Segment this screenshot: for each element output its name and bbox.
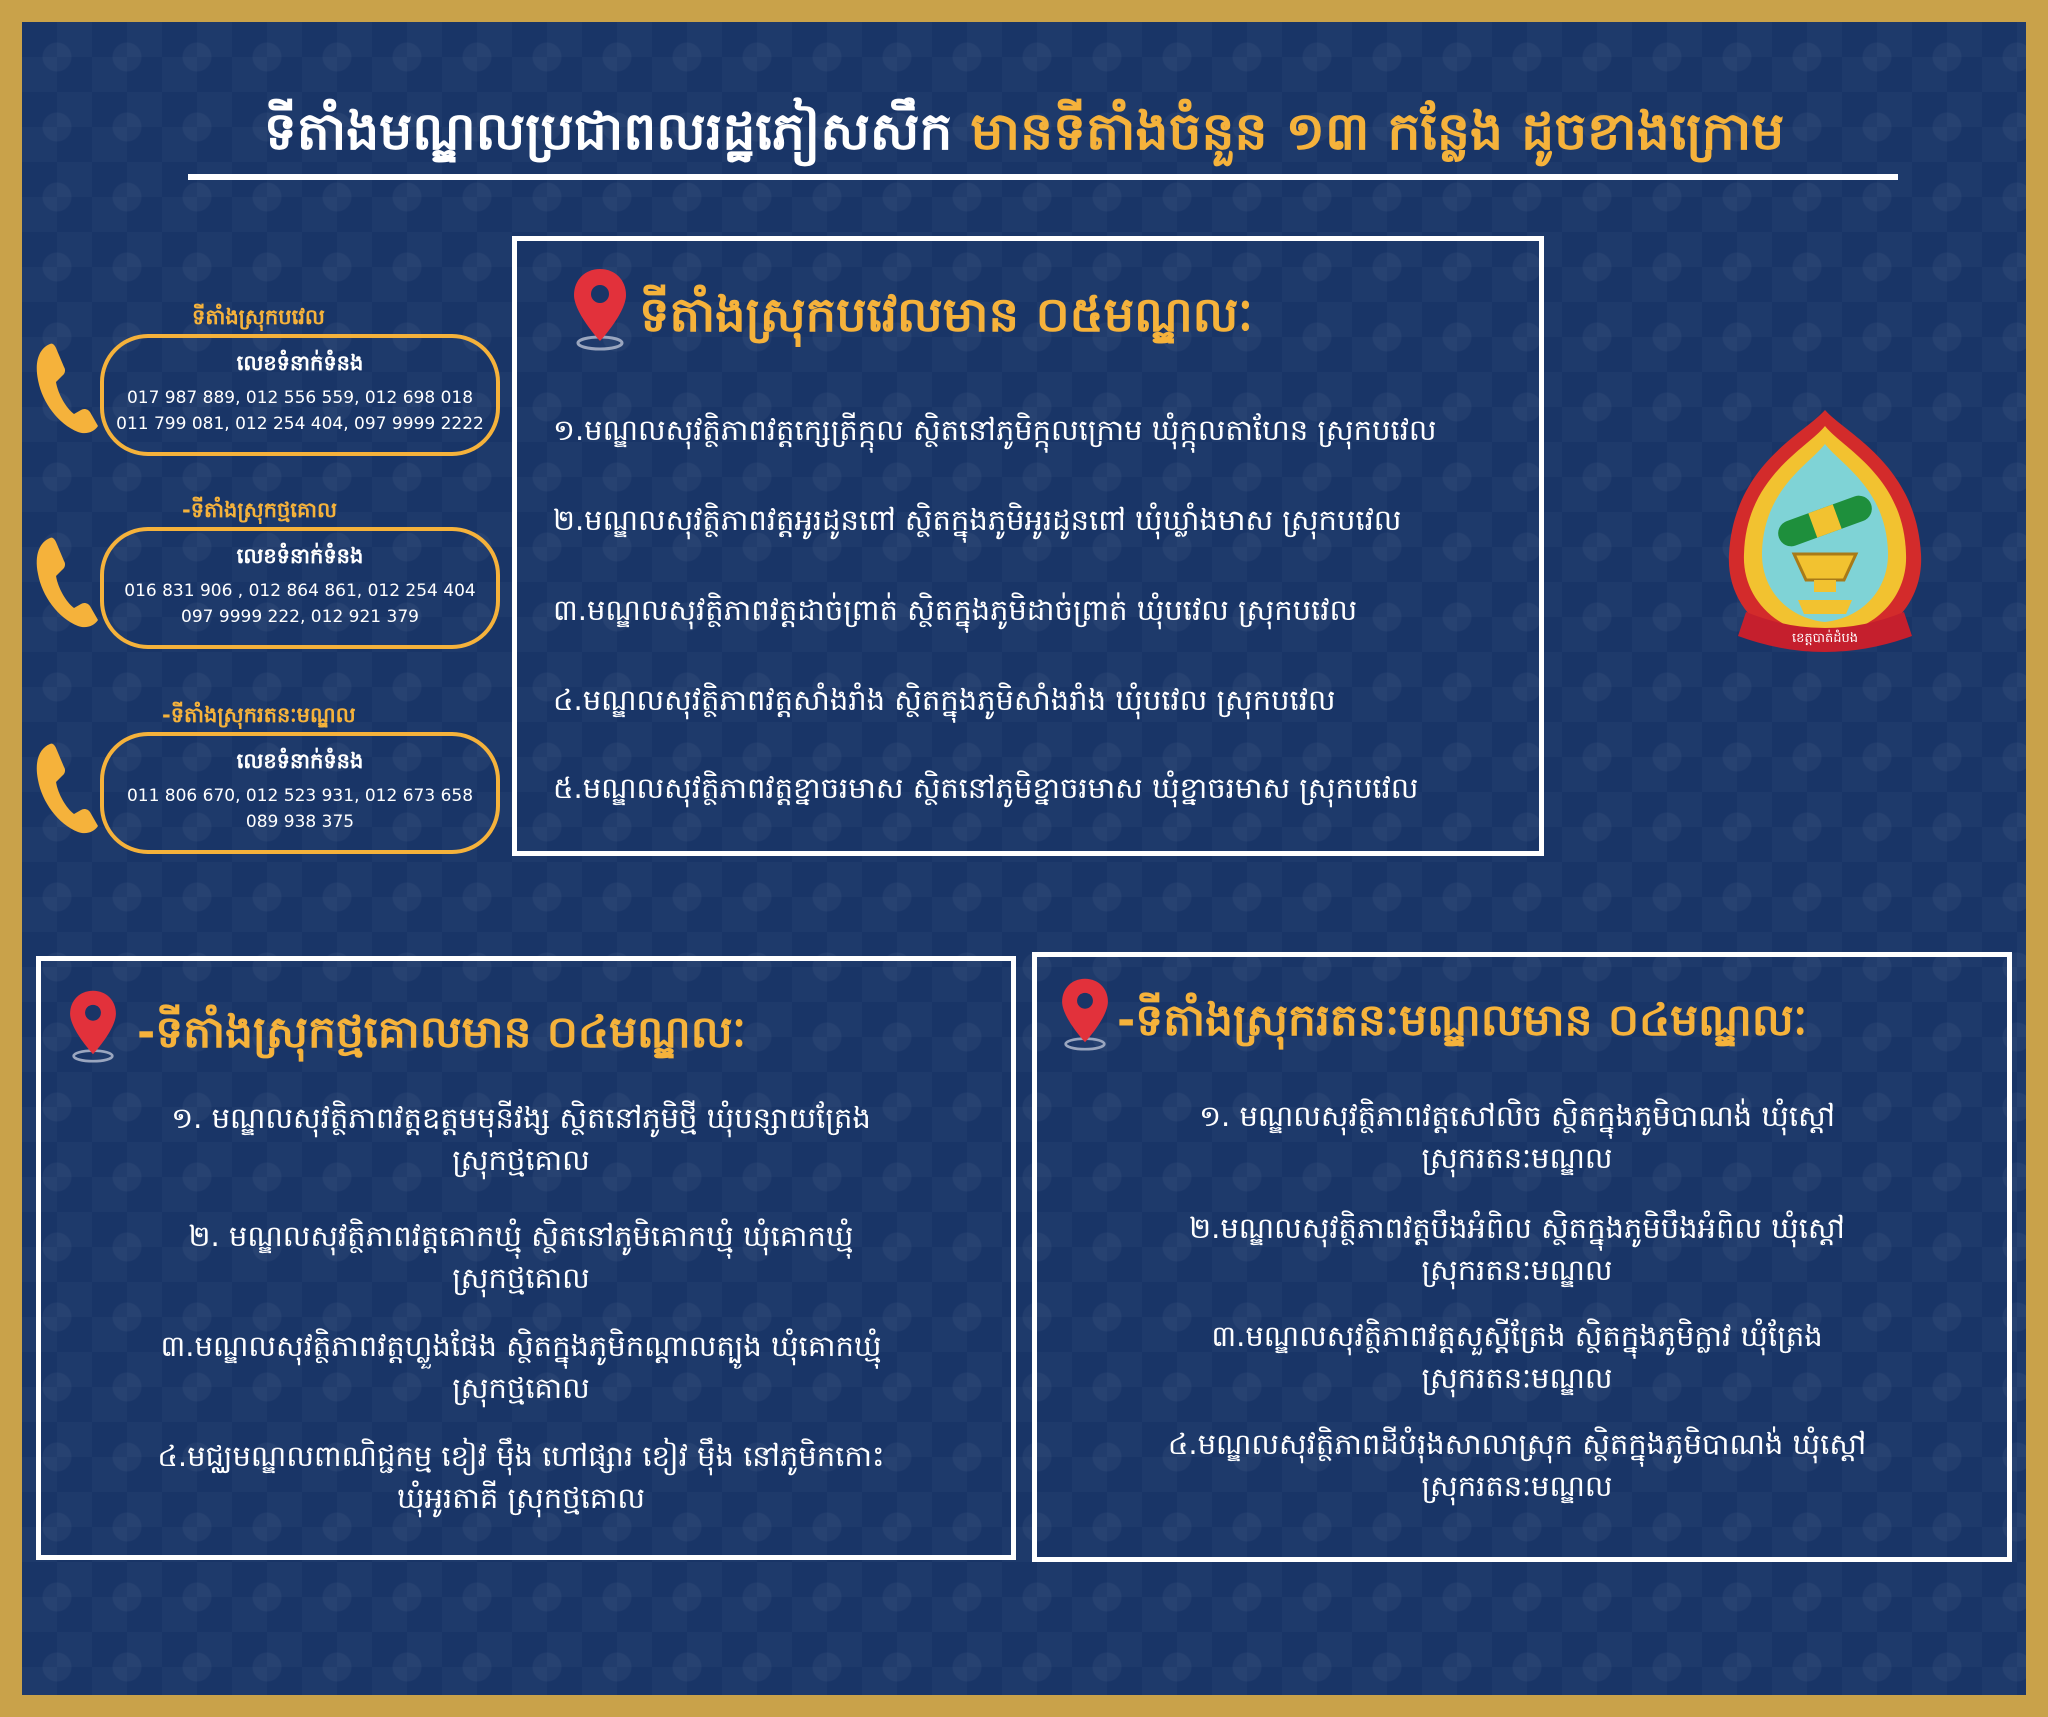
contact-card-rattanak (100, 732, 500, 854)
contact-card-thmakoul (100, 527, 500, 649)
list-item-line: ៣.មណ្ឌលសុវត្ថិភាពវត្តហ្លួងផែង ស្ថិតក្នុងភូមិកណ្ដាលត្បូង ឃុំគោកឃ្មុំ (160, 1329, 882, 1363)
list-item (81, 1435, 961, 1519)
box-heading: -ទីតាំងស្រុកថ្មគោលមាន ០៤មណ្ឌលៈ (137, 1007, 747, 1058)
list-item-line: ៣.មណ្ឌលសុវត្ថិភាពវត្តសួស្ដីត្រែង ស្ថិតក្នុងភូមិក្លាវ ឃុំត្រែង (1211, 1319, 1823, 1353)
list-item (1077, 1423, 1957, 1507)
contact-card-bavel (100, 334, 500, 456)
location-pin-icon (67, 989, 119, 1063)
list-item: ៥.មណ្ឌលសុវត្ថិភាពវត្តខ្នាចរមាស ស្ថិតនៅភូមិខ្នាចរមាស ឃុំខ្នាចរមាស ស្រុកបវេល (553, 771, 1419, 805)
contact-phone-line: 017 987 889, 012 556 559, 012 698 018 (126, 388, 474, 408)
box-rattanak (1032, 952, 2012, 1562)
list-item: ១.មណ្ឌលសុវត្ថិភាពវត្តក្សេត្រីក្កុល ស្ថិតនៅភូមិក្កុលក្រោម ឃុំក្កុលតាហែន ស្រុកបវេល (553, 413, 1437, 447)
title-highlight: មានទីតាំងចំនួន ១៣ កន្លែង ដូចខាងក្រោម (970, 102, 1785, 162)
box-heading: -ទីតាំងស្រុករតនៈមណ្ឌលមាន ០៤មណ្ឌលៈ (1117, 995, 1808, 1046)
contact-phone-line: 089 938 375 (245, 812, 355, 832)
title-underline (188, 174, 1898, 180)
box-bavel (512, 236, 1544, 856)
list-item-line: ស្រុករតនៈមណ្ឌល (1421, 1361, 1613, 1395)
list-item-line: ២. មណ្ឌលសុវត្ថិភាពវត្តគោកឃ្មុំ ស្ថិតនៅភូមិគោកឃ្មុំ ឃុំគោកឃ្មុំ (188, 1219, 854, 1253)
contact-phone-line: 011 799 081, 012 254 404, 097 9999 2222 (116, 414, 484, 434)
list-item (1077, 1207, 1957, 1291)
list-item-line: ៤.មណ្ឌលសុវត្ថិភាពដីបំរុងសាលាស្រុក ស្ថិតក្នុងភូមិបាណង់ ឃុំស្ដៅ (1167, 1427, 1867, 1461)
contact-label-thmakoul: -ទីតាំងស្រុកថ្មគោល (182, 498, 337, 522)
list-item-line: ស្រុករតនៈមណ្ឌល (1421, 1253, 1613, 1287)
location-pin-icon (1059, 977, 1111, 1051)
emblem-ribbon-text: ខេត្តបាត់ដំបង (1791, 631, 1859, 646)
box-heading: ទីតាំងស្រុកបវេលមាន ០៥មណ្ឌលៈ (639, 287, 1254, 343)
province-emblem (1716, 404, 1934, 676)
list-item-line: ឃុំអូរតាគី ស្រុកថ្មគោល (397, 1481, 645, 1515)
title-main: ទីតាំងមណ្ឌលប្រជាពលរដ្ឋភៀសសឹក (263, 102, 953, 162)
contact-label-rattanak: -ទីតាំងស្រុករតនៈមណ្ឌល (162, 703, 356, 727)
phone-icon (32, 340, 106, 436)
contact-title: លេខទំនាក់ទំនង (236, 544, 364, 568)
list-item-line: ស្រុកថ្មគោល (452, 1371, 590, 1405)
phone-icon (32, 534, 106, 630)
list-item-line: ស្រុកថ្មគោល (452, 1261, 590, 1295)
list-item (81, 1097, 961, 1181)
list-item: ៣.មណ្ឌលសុវត្ថិភាពវត្តដាច់ព្រាត់ ស្ថិតក្នុងភូមិដាច់ព្រាត់ ឃុំបវេល ស្រុកបវេល (553, 593, 1358, 627)
box-thmakoul (36, 956, 1016, 1560)
list-item-line: ស្រុករតនៈមណ្ឌល (1421, 1469, 1613, 1503)
phone-icon (32, 740, 106, 836)
list-item (1077, 1315, 1957, 1399)
location-pin-icon (571, 267, 629, 351)
contact-phone-line: 016 831 906 , 012 864 861, 012 254 404 (124, 581, 476, 601)
list-item: ៤.មណ្ឌលសុវត្ថិភាពវត្តសាំងរាំង ស្ថិតក្នុងភូមិសាំងរាំង ឃុំបវេល ស្រុកបវេល (553, 683, 1336, 717)
list-item (1077, 1095, 1957, 1179)
list-item-line: ២.មណ្ឌលសុវត្ថិភាពវត្តបឹងអំពិល ស្ថិតក្នុងភូមិបឹងអំពិល ឃុំស្ដៅ (1189, 1211, 1845, 1245)
list-item (81, 1325, 961, 1409)
contact-phone-line: 097 9999 222, 012 921 379 (181, 607, 419, 627)
list-item (81, 1215, 961, 1299)
list-item-line: ៤.មជ្ឈមណ្ឌលពាណិជ្ជកម្ម ខៀវ ម៉ឹង ហៅផ្សារ ខៀវ ម៉ឹង នៅភូមិកកោះ (157, 1439, 885, 1473)
contact-title: លេខទំនាក់ទំនង (236, 749, 364, 773)
page-title (22, 92, 2026, 172)
list-item-line: ស្រុកថ្មគោល (452, 1143, 590, 1177)
list-item-line: ១. មណ្ឌលសុវត្ថិភាពវត្តឧត្តមមុនីវង្ស ស្ថិតនៅភូមិថ្មី ឃុំបន្សាយត្រែង (171, 1101, 871, 1135)
contact-label-bavel: ទីតាំងស្រុកបវេល (192, 305, 325, 329)
poster (22, 22, 2026, 1695)
contact-title: លេខទំនាក់ទំនង (236, 351, 364, 375)
list-item: ២.មណ្ឌលសុវត្ថិភាពវត្តអូរដូនពៅ ស្ថិតក្នុងភូមិអូរដូនពៅ ឃុំឃ្លាំងមាស ស្រុកបវេល (553, 503, 1402, 537)
contact-phone-line: 011 806 670, 012 523 931, 012 673 658 (126, 786, 474, 806)
list-item-line: ស្រុករតនៈមណ្ឌល (1421, 1141, 1613, 1175)
list-item-line: ១. មណ្ឌលសុវត្ថិភាពវត្តសៅលិច ស្ថិតក្នុងភូមិបាណង់ ឃុំស្ដៅ (1199, 1099, 1835, 1133)
